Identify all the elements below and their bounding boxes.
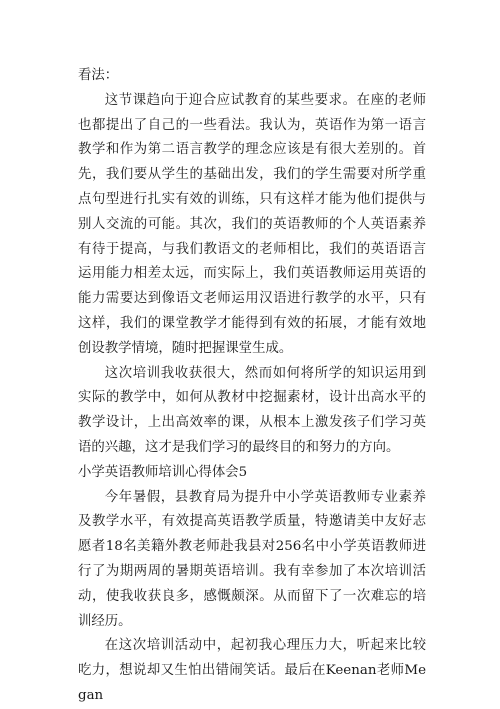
paragraph: 今年暑假，县教育局为提升中小学英语教师专业素养及教学水平，有效提高英语教学质量，特邀请美中友好志愿者18名美籍外教老师赴我县对256名中小学英语教师进行了为期两周的暑期英语培训。我有幸参加了本次培训活动，使我收获良多，感慨颇深。从而留下了一次难忘的培训经历。 — [78, 489, 426, 629]
paragraph: 这节课趋向于迎合应试教育的某些要求。在座的老师也都提出了自己的一些看法。我认为，英语作为第一语言教学和作为第二语言教学的理念应该是有很大差别的。首先，我们要从学生的基础出发，我们的学生需要对所学重点句型进行扎实有效的训练，只有这样才能为他们提供与别人交流的可能。其次，我们的英语教师的个人英语素养有待于提高，与我们教语文的老师相比，我们的英语语言运用能力相差太远，而实际上，我们英语教师运用英语的能力需要达到像语文老师运用汉语进行教学的水平，只有这样，我们的课堂教学才能得到有效的拓展，才能有效地创设教学情境，随时把握课堂生成。 — [78, 92, 426, 356]
opinion-heading: 看法： — [78, 68, 119, 83]
paragraph: 这次培训我收获很大，然而如何将所学的知识运用到实际的教学中，如何从教材中挖掘素材，设计出高水平的教学设计，上出高效率的课，从根本上激发孩子们学习英语的兴趣，这才是我们学习的最终目的和努力的方向。 — [78, 365, 426, 455]
paragraph: 在这次培训活动中，起初我心理压力大，听起来比较吃力，想说却又生怕出错闹笑话。最后在Keenan老师Megan — [78, 638, 426, 703]
section-title: 小学英语教师培训心得体会5 — [78, 464, 248, 480]
document-body — [78, 64, 426, 709]
